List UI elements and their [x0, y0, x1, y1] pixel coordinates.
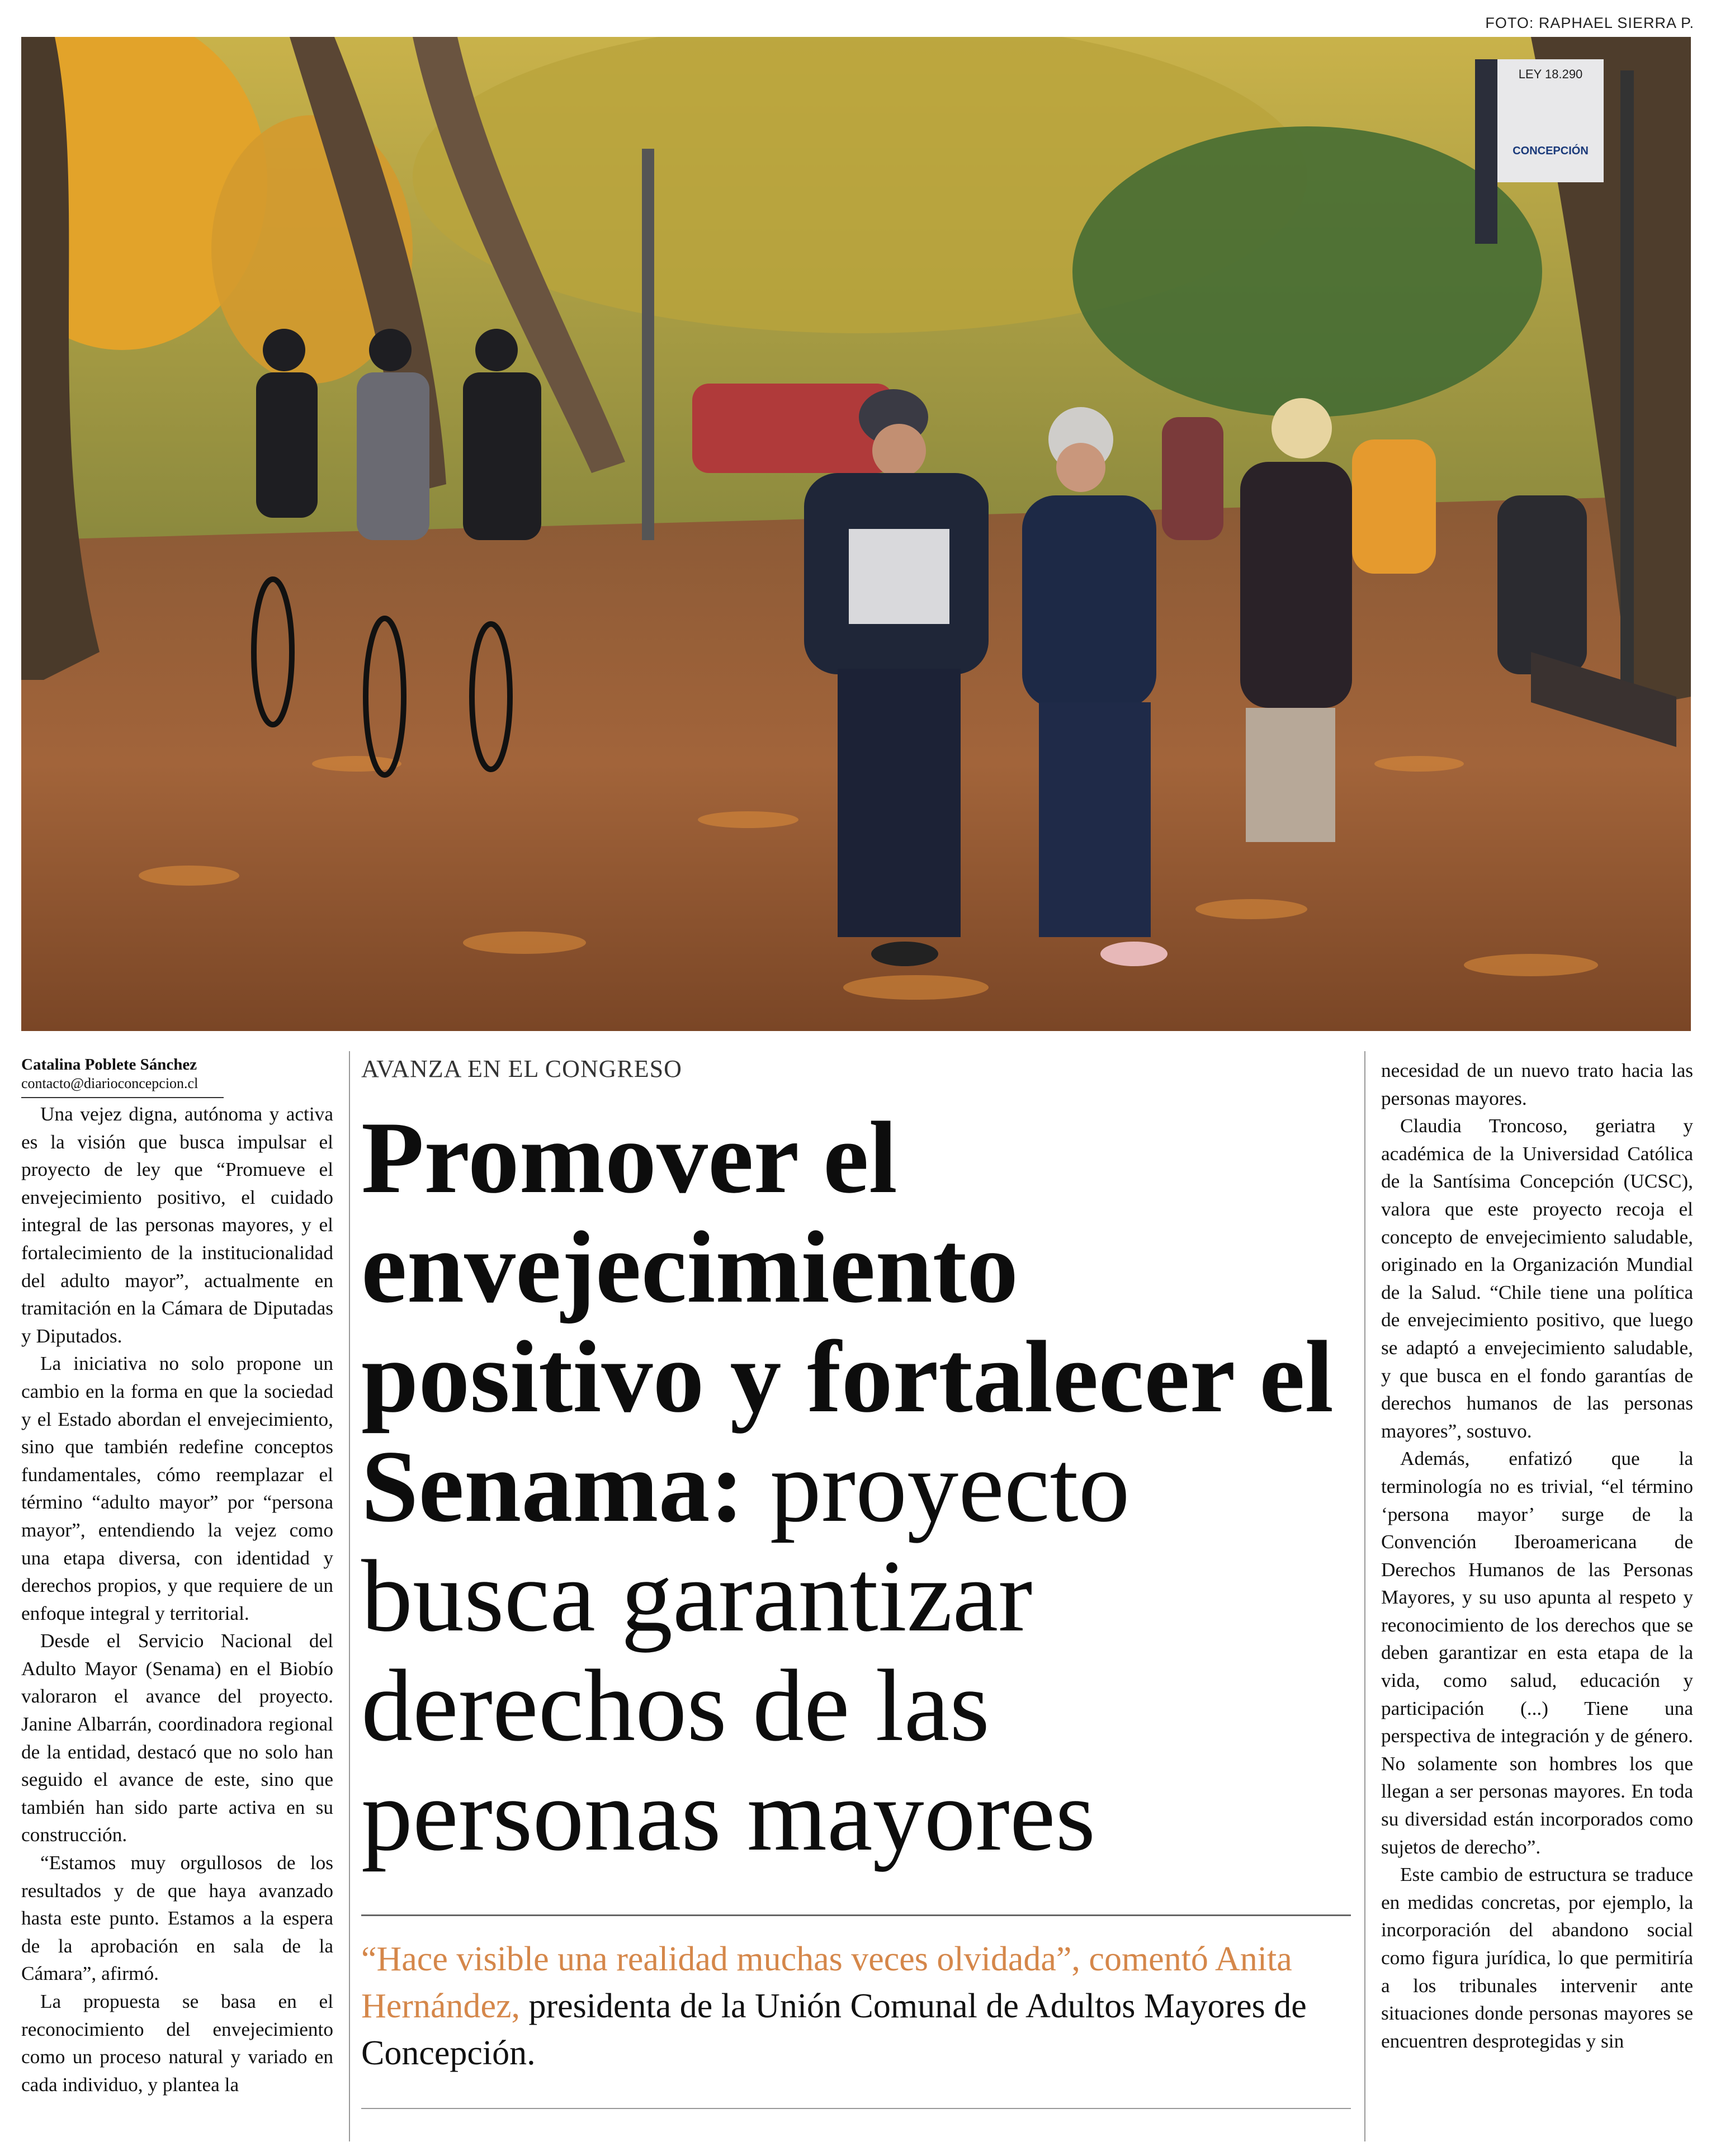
paragraph: Una vejez digna, autónoma y activa es la visión que busca impulsar el proyecto de ley que “Promueve el envejecimiento positivo, el cuidado integral de las personas mayores, y el fortalecimiento de la institucionalidad del adulto mayor”, actualmente en tramitación en la Cámara de Diputadas y Diputados. [21, 1103, 333, 1347]
headline [361, 1100, 1345, 1872]
author-email[interactable]: contacto@diarioconcepcion.cl [21, 1075, 198, 1091]
paragraph: Desde el Servicio Nacional del Adulto Mayor (Senama) en el Biobío valoraron el avance del proyecto. Janine Albarrán, coordinadora regional de la entidad, destacó que no solo han seguido el avance de este, sino que también han sido parte activa en su construcción. [21, 1630, 333, 1846]
svg-text:CONCEPCIÓN: CONCEPCIÓN [1513, 145, 1589, 157]
byline [21, 1056, 228, 1092]
svg-text:LEY 18.290: LEY 18.290 [1518, 67, 1583, 81]
paragraph: Además, enfatizó que la terminología no es trivial, “el término ‘persona mayor’ surge de la Convención Iberoamericana de Derechos Humanos de las Personas Mayores, y su uso apunta al respeto y reconocimiento de los derechos que se deben garantizar en esta etapa de la vida, como salud, educación y participación (...) Tiene una perspectiva de integración y de género. No solamente son hombres los que llegan a ser personas mayores. En toda su diversidad están incorporados como sujetos de derecho”. [1381, 1448, 1693, 1858]
body-column-left [21, 1100, 333, 2098]
paragraph: necesidad de un nuevo trato hacia las personas mayores. [1381, 1060, 1693, 1109]
pull-quote [361, 1936, 1351, 2077]
column-divider [1364, 1051, 1365, 2141]
quote-highlight: “Hace visible una realidad muchas veces olvidada”, comentó Anita Hernández, [361, 1940, 1292, 2025]
quote-rest: presidenta de la Unión Comunal de Adultos Mayores de Concepción. [361, 1987, 1307, 2072]
paragraph: La propuesta se basa en el reconocimiento del envejecimiento como un proceso natural y variado en cada individuo, y plantea la [21, 1990, 333, 2096]
headline-bold: Promover el envejecimiento positivo y fortalecer el Senama: [361, 1100, 1334, 1543]
author-name: Catalina Poblete Sánchez [21, 1056, 197, 1074]
paragraph: La iniciativa no solo propone un cambio en la forma en que la sociedad y el Estado abordan el envejecimiento, sino que también redefine conceptos fundamentales, cómo reemplazar el término “adulto mayor” por “persona mayor”, entendiendo la vejez como una etapa diversa, con identidad y derechos propios, y que requiere de un enfoque integral y territorial. [21, 1353, 333, 1624]
quote-top-rule [361, 1914, 1351, 1916]
body-column-right [1381, 1057, 1693, 2055]
byline-divider [21, 1097, 224, 1098]
paragraph: “Estamos muy orgullosos de los resultados y de que haya avanzado hasta este punto. Estamos a la espera de la aprobación en sala de la Cámara”, afirmó. [21, 1852, 333, 1985]
paragraph: Este cambio de estructura se traduce en medidas concretas, por ejemplo, la incorporación del abandono social como figura jurídica, lo que permitiría a los tribunales intervenir ante situaciones donde personas mayores se encuentren desprotegidas y sin [1381, 1864, 1693, 2052]
quote-bottom-rule [361, 2108, 1351, 2109]
autumn-street-photo-icon [21, 37, 1691, 1031]
kicker: AVANZA EN EL CONGRESO [361, 1055, 682, 1082]
paragraph: Claudia Troncoso, geriatra y académica de la Universidad Católica de la Santísima Concepción (UCSC), valora que este proyecto recoja el concepto de envejecimiento saludable, originado en la Organización Mundial de la Salud. “Chile tiene una política de envejecimiento positivo, que luego se adaptó a envejecimiento saludable, y que busca en el fondo garantías de derechos humanos de las personas mayores”, sostuvo. [1381, 1115, 1693, 1442]
photo-credit: FOTO: RAPHAEL SIERRA P. [1485, 15, 1694, 31]
article-photo [21, 37, 1691, 1031]
column-divider [349, 1051, 350, 2141]
headline-light: proyecto busca garantizar derechos de las personas mayores [361, 1429, 1130, 1872]
